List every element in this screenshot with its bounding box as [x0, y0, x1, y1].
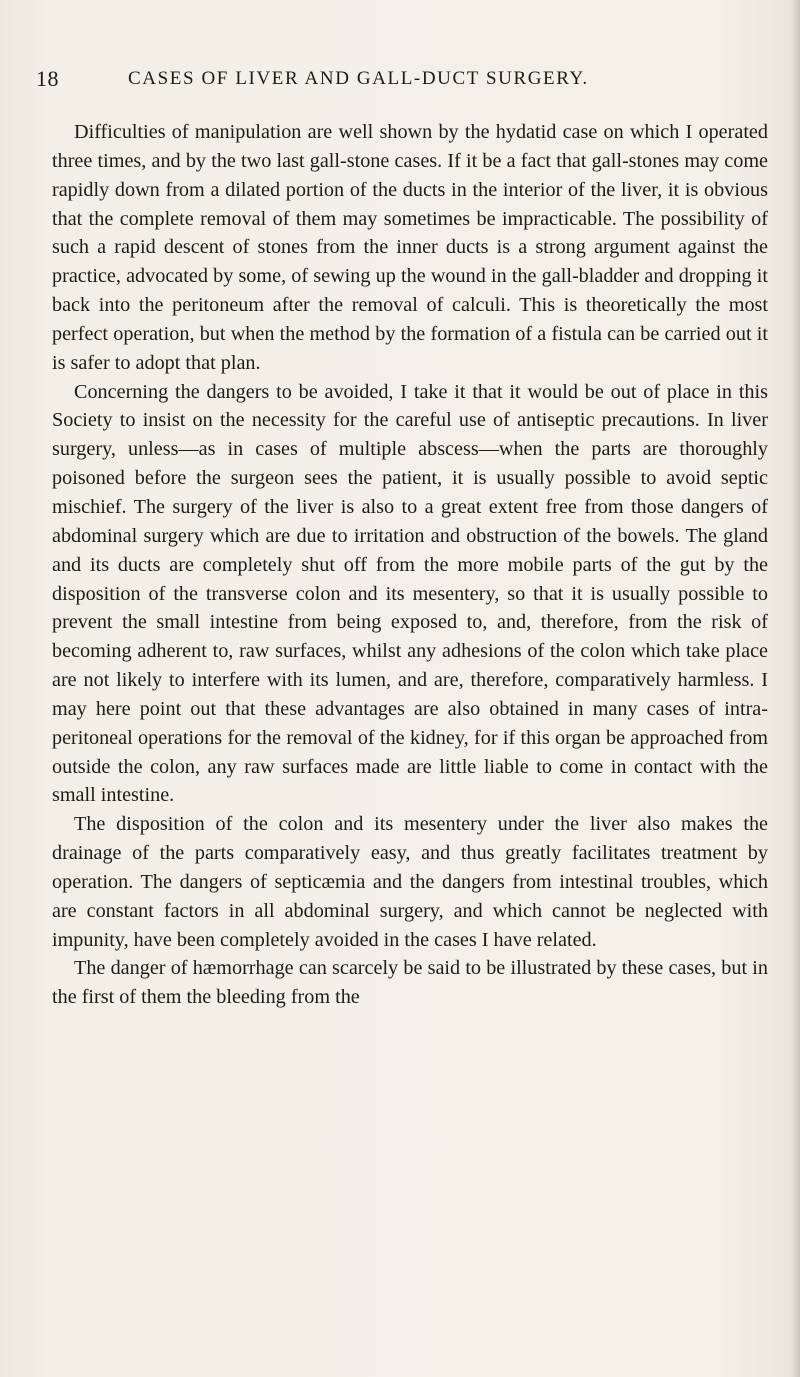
page-number: 18 [36, 66, 59, 91]
paragraph-2: Concerning the dangers to be avoided, I take it that it would be out of place in this Society to insist on the necessity for the careful use of antiseptic precautions. In liver surgery, unless—as in cases of multiple abscess—when the parts are thoroughly poisoned before the surgeon sees the patient, it is usually possible to avoid septic mischief. The surgery of the liver is also to a great extent free from those dangers of abdominal surgery which are due to irritation and obstruction of the bowels. The gland and its ducts are completely shut off from the more mobile parts of the gut by the disposition of the transverse colon and its mesentery, so that it is usually possible to prevent the small intestine from being exposed to, and, therefore, from the risk of becoming adherent to, raw surfaces, whilst any adhesions of the colon which take place are not likely to interfere with its lumen, and are, therefore, comparatively harmless. I may here point out that these advantages are also obtained in many cases of intra-peritoneal operations for the removal of the kidney, for if this organ be approached from outside the colon, any raw surfaces made are little liable to come in contact with the small intestine. [52, 380, 768, 807]
body-text [52, 118, 768, 1012]
running-head: CASES OF LIVER AND GALL-DUCT SURGERY. [128, 68, 589, 89]
paragraph-3: The disposition of the colon and its mesentery under the liver also makes the drainage of the parts comparatively easy, and thus greatly facilitates treatment by operation. The dangers of septicæmia and the dangers from intestinal troubles, which are constant factors in all abdominal surgery, and which cannot be neglected with impunity, have been completely avoided in the cases I have related. [52, 813, 768, 951]
paragraph-4: The danger of hæmorrhage can scarcely be said to be illustrated by these cases, but in the first of them the bleeding from the [52, 957, 768, 1009]
page-header [36, 66, 776, 96]
page-edge-shadow [790, 0, 800, 1377]
paragraph-1: Difficulties of manipulation are well shown by the hydatid case on which I operated three times, and by the two last gall-stone cases. If it be a fact that gall-stones may come rapidly down from a dilated portion of the ducts in the interior of the liver, it is obvious that the complete removal of them may sometimes be impracticable. The possibility of such a rapid descent of stones from the inner ducts is a strong argument against the practice, advocated by some, of sewing up the wound in the gall-bladder and dropping it back into the peritoneum after the removal of calculi. This is theoretically the most perfect operation, but when the method by the formation of a fistula can be carried out it is safer to adopt that plan. [52, 121, 768, 374]
